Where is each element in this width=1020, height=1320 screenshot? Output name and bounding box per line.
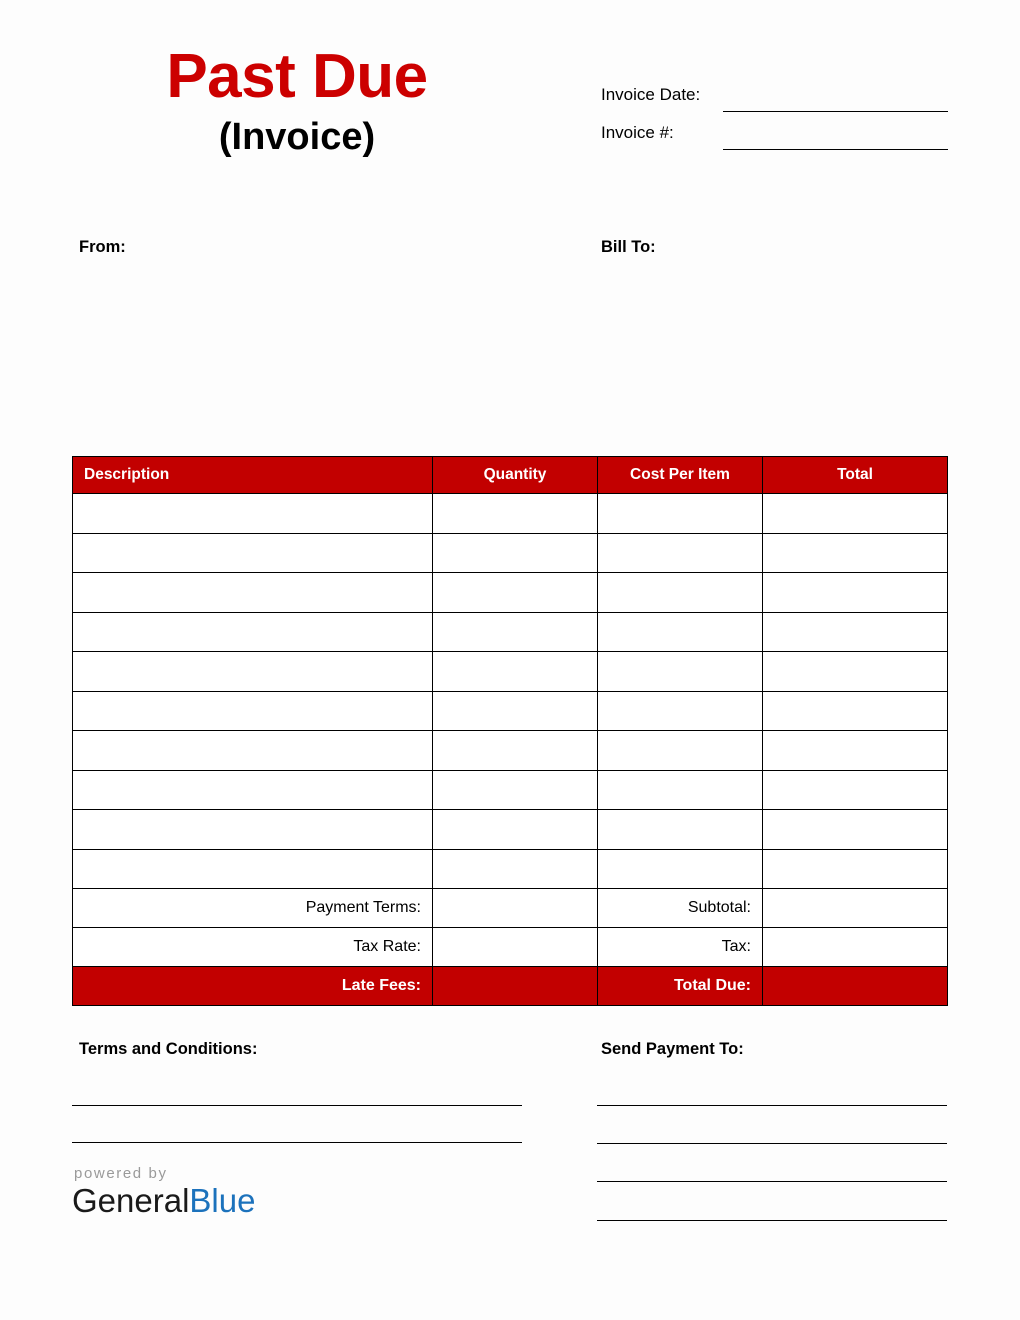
invoice-number-label: Invoice #:: [601, 123, 674, 142]
total-due-label: Total Due:: [598, 967, 763, 1006]
subtotal-value[interactable]: [763, 889, 948, 928]
terms-line-1[interactable]: [72, 1105, 522, 1106]
cell-quantity[interactable]: [433, 494, 598, 534]
cell-quantity[interactable]: [433, 573, 598, 613]
cell-description[interactable]: [73, 533, 433, 573]
tax-label: Tax:: [598, 928, 763, 967]
cell-quantity[interactable]: [433, 533, 598, 573]
cell-total[interactable]: [763, 691, 948, 731]
cell-total[interactable]: [763, 849, 948, 889]
late-fees-value[interactable]: [433, 967, 598, 1006]
cell-total[interactable]: [763, 533, 948, 573]
cell-total[interactable]: [763, 612, 948, 652]
terms-and-conditions-label: Terms and Conditions:: [79, 1040, 258, 1058]
cell-quantity[interactable]: [433, 770, 598, 810]
cell-cost-per-item[interactable]: [598, 494, 763, 534]
cell-description[interactable]: [73, 494, 433, 534]
table-row: [73, 849, 948, 889]
cell-quantity[interactable]: [433, 691, 598, 731]
tax-rate-row: [73, 928, 948, 967]
cell-total[interactable]: [763, 573, 948, 613]
payment-terms-label: Payment Terms:: [73, 889, 433, 928]
cell-total[interactable]: [763, 731, 948, 771]
generalblue-logo: [72, 1166, 255, 1217]
table-header-row: [73, 457, 948, 494]
from-label: From:: [79, 238, 126, 256]
cell-description[interactable]: [73, 849, 433, 889]
table-row: [73, 691, 948, 731]
invoice-number-row: [601, 120, 961, 158]
brand-name-first: General: [72, 1182, 190, 1219]
cell-quantity[interactable]: [433, 849, 598, 889]
cell-quantity[interactable]: [433, 652, 598, 692]
payment-terms-row: [73, 889, 948, 928]
invoice-meta: [601, 82, 961, 158]
cell-description[interactable]: [73, 652, 433, 692]
cell-cost-per-item[interactable]: [598, 573, 763, 613]
cell-total[interactable]: [763, 770, 948, 810]
table-row: [73, 533, 948, 573]
table-row: [73, 652, 948, 692]
cell-cost-per-item[interactable]: [598, 612, 763, 652]
table-row: [73, 731, 948, 771]
cell-cost-per-item[interactable]: [598, 652, 763, 692]
column-header-description: Description: [73, 457, 433, 494]
send-payment-line-1[interactable]: [597, 1105, 947, 1106]
cell-quantity[interactable]: [433, 810, 598, 850]
cell-total[interactable]: [763, 810, 948, 850]
total-due-row: [73, 967, 948, 1006]
cell-description[interactable]: [73, 810, 433, 850]
cell-cost-per-item[interactable]: [598, 770, 763, 810]
bill-to-label: Bill To:: [601, 238, 656, 256]
invoice-date-label: Invoice Date:: [601, 85, 701, 104]
send-payment-to-label: Send Payment To:: [601, 1040, 744, 1058]
cell-total[interactable]: [763, 494, 948, 534]
tax-value[interactable]: [763, 928, 948, 967]
cell-description[interactable]: [73, 573, 433, 613]
table-row: [73, 494, 948, 534]
cell-quantity[interactable]: [433, 612, 598, 652]
table-row: [73, 573, 948, 613]
table-body: [73, 494, 948, 1006]
send-payment-line-2[interactable]: [597, 1143, 947, 1144]
send-payment-line-4[interactable]: [597, 1220, 947, 1221]
cell-cost-per-item[interactable]: [598, 691, 763, 731]
column-header-cost-per-item: Cost Per Item: [598, 457, 763, 494]
page-title: Past Due: [166, 42, 428, 111]
total-due-value[interactable]: [763, 967, 948, 1006]
brand-name-second: Blue: [189, 1182, 256, 1219]
cell-total[interactable]: [763, 652, 948, 692]
tax-rate-label: Tax Rate:: [73, 928, 433, 967]
invoice-number-input[interactable]: [723, 149, 948, 150]
cell-cost-per-item[interactable]: [598, 731, 763, 771]
column-header-quantity: Quantity: [433, 457, 598, 494]
header: [0, 0, 1020, 200]
subtotal-label: Subtotal:: [598, 889, 763, 928]
cell-cost-per-item[interactable]: [598, 533, 763, 573]
cell-description[interactable]: [73, 770, 433, 810]
line-items-table: [72, 456, 948, 1006]
cell-quantity[interactable]: [433, 731, 598, 771]
tax-rate-value[interactable]: [433, 928, 598, 967]
column-header-total: Total: [763, 457, 948, 494]
cell-description[interactable]: [73, 612, 433, 652]
cell-cost-per-item[interactable]: [598, 810, 763, 850]
late-fees-label: Late Fees:: [73, 967, 433, 1006]
powered-by-label: powered by: [74, 1165, 168, 1182]
table-row: [73, 770, 948, 810]
table-row: [73, 810, 948, 850]
payment-terms-value[interactable]: [433, 889, 598, 928]
cell-description[interactable]: [73, 691, 433, 731]
cell-cost-per-item[interactable]: [598, 849, 763, 889]
send-payment-line-3[interactable]: [597, 1181, 947, 1182]
page-subtitle: (Invoice): [218, 116, 376, 158]
invoice-date-input[interactable]: [723, 111, 948, 112]
cell-description[interactable]: [73, 731, 433, 771]
table-row: [73, 612, 948, 652]
title-block: [72, 42, 522, 158]
brand-name: [72, 1184, 255, 1217]
invoice-date-row: [601, 82, 961, 120]
terms-line-2[interactable]: [72, 1142, 522, 1143]
